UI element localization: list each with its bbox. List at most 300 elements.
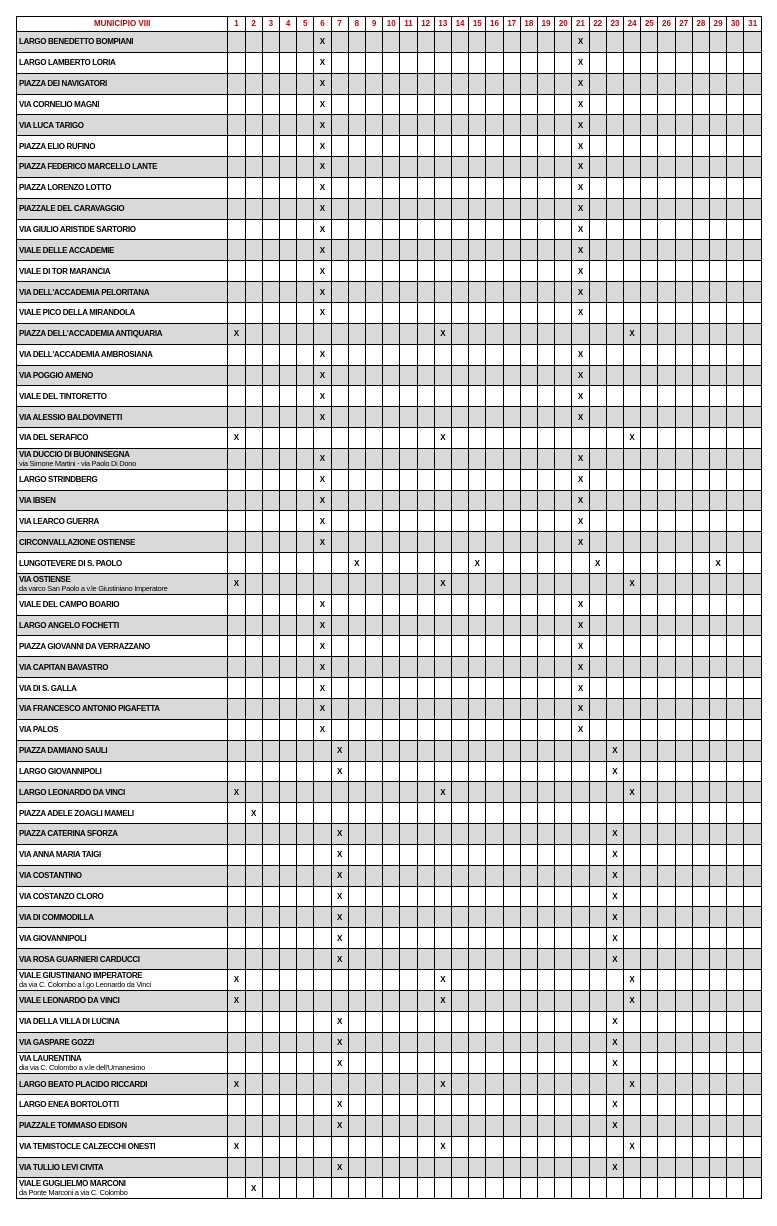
day-cell: [641, 824, 658, 845]
day-cell: [228, 1095, 245, 1116]
day-cell: [503, 907, 520, 928]
street-name-cell: [17, 740, 228, 761]
day-cell: [555, 761, 572, 782]
day-cell: [606, 157, 623, 178]
day-cell: [744, 94, 762, 115]
day-cell: [744, 219, 762, 240]
day-cell: [589, 240, 606, 261]
day-cell: [297, 32, 314, 53]
day-cell: [537, 490, 554, 511]
day-cell: [589, 115, 606, 136]
day-cell: [710, 782, 727, 803]
day-cell: [417, 1095, 434, 1116]
scheduled-mark: X: [572, 282, 589, 303]
day-cell: [537, 428, 554, 449]
day-cell: [348, 32, 365, 53]
table-row: [17, 1053, 762, 1074]
day-cell: [606, 1178, 623, 1199]
day-cell: [624, 240, 641, 261]
scheduled-mark: X: [572, 136, 589, 157]
day-cell: [692, 511, 709, 532]
scheduled-mark: X: [624, 573, 641, 594]
street-name: VIA ANNA MARIA TAIGI: [19, 850, 101, 860]
day-cell: [469, 511, 486, 532]
day-cell: [692, 844, 709, 865]
day-cell: [537, 1115, 554, 1136]
day-cell: [503, 990, 520, 1011]
day-cell: [658, 573, 675, 594]
day-cell: [348, 740, 365, 761]
day-cell: [641, 969, 658, 990]
day-cell: [228, 198, 245, 219]
day-cell: [400, 198, 417, 219]
day-cell: [400, 240, 417, 261]
day-cell: [469, 740, 486, 761]
day-cell: [331, 615, 348, 636]
day-cell: [451, 1136, 468, 1157]
day-cell: [710, 719, 727, 740]
scheduled-mark: X: [589, 553, 606, 574]
street-name: PIAZZA DELL'ACCADEMIA ANTIQUARIA: [19, 329, 163, 339]
street-name-cell: [17, 1136, 228, 1157]
day-cell: [245, 323, 262, 344]
day-cell: [486, 52, 503, 73]
day-cell: [417, 52, 434, 73]
day-cell: [383, 761, 400, 782]
day-cell: [641, 323, 658, 344]
day-cell: [624, 1095, 641, 1116]
day-cell: [365, 73, 382, 94]
day-cell: [434, 844, 451, 865]
day-cell: [744, 469, 762, 490]
day-cell: [451, 511, 468, 532]
day-cell: [451, 282, 468, 303]
day-cell: [434, 73, 451, 94]
day-cell: [279, 407, 296, 428]
day-cell: [675, 740, 692, 761]
day-cell: [245, 636, 262, 657]
day-cell: [727, 719, 744, 740]
day-cell: [228, 678, 245, 699]
day-cell: [486, 782, 503, 803]
day-cell: [314, 761, 331, 782]
day-cell: [486, 490, 503, 511]
day-cell: [365, 198, 382, 219]
day-cell: [279, 1115, 296, 1136]
day-cell: [348, 469, 365, 490]
day-cell: [624, 52, 641, 73]
scheduled-mark: X: [606, 949, 623, 970]
day-cell: [744, 824, 762, 845]
day-cell: [262, 532, 279, 553]
scheduled-mark: X: [572, 115, 589, 136]
day-cell: [520, 73, 537, 94]
table-row: [17, 928, 762, 949]
day-cell: [383, 990, 400, 1011]
day-cell: [520, 511, 537, 532]
day-cell: [348, 323, 365, 344]
day-cell: [279, 1178, 296, 1199]
day-cell: [555, 573, 572, 594]
street-name-cell: [17, 302, 228, 323]
day-cell: [572, 844, 589, 865]
day-cell: [658, 1095, 675, 1116]
day-cell: [727, 1095, 744, 1116]
day-cell: [537, 865, 554, 886]
day-cell: [606, 73, 623, 94]
day-cell: [262, 157, 279, 178]
day-cell: [434, 448, 451, 469]
day-cell: [469, 428, 486, 449]
day-cell: [692, 1157, 709, 1178]
street-name: VIA GIOVANNIPOLI: [19, 933, 87, 943]
day-cell: [520, 219, 537, 240]
day-cell: [469, 1053, 486, 1074]
day-cell: [675, 949, 692, 970]
day-cell: [675, 469, 692, 490]
day-cell: [675, 261, 692, 282]
day-cell: [365, 990, 382, 1011]
day-cell: [641, 94, 658, 115]
day-cell: [727, 428, 744, 449]
day-cell: [262, 1136, 279, 1157]
day-cell: [297, 865, 314, 886]
day-cell: [692, 282, 709, 303]
day-cell: [537, 1178, 554, 1199]
street-name: VIA GIULIO ARISTIDE SARTORIO: [19, 225, 136, 235]
day-cell: [348, 407, 365, 428]
scheduled-mark: X: [228, 1074, 245, 1095]
street-name-cell: [17, 969, 228, 990]
day-cell: [451, 678, 468, 699]
day-cell: [727, 52, 744, 73]
day-cell: [606, 657, 623, 678]
day-cell: [555, 177, 572, 198]
day-cell: [434, 52, 451, 73]
day-cell: [279, 844, 296, 865]
day-cell: [710, 490, 727, 511]
day-cell: [417, 678, 434, 699]
scheduled-mark: X: [228, 990, 245, 1011]
day-cell: [348, 719, 365, 740]
day-cell: [245, 594, 262, 615]
day-cell: [486, 699, 503, 720]
table-row: [17, 94, 762, 115]
day-cell: [572, 1011, 589, 1032]
day-cell: [727, 511, 744, 532]
scheduled-mark: X: [314, 344, 331, 365]
day-cell: [279, 302, 296, 323]
street-name-cell: [17, 177, 228, 198]
street-name: VIALE PICO DELLA MIRANDOLA: [19, 308, 135, 318]
street-name: VIALE LEONARDO DA VINCI: [19, 996, 120, 1006]
day-cell: [314, 886, 331, 907]
day-cell: [503, 94, 520, 115]
day-cell: [469, 386, 486, 407]
day-cell: [279, 94, 296, 115]
day-cell: [589, 761, 606, 782]
day-cell: [520, 636, 537, 657]
day-cell: [417, 94, 434, 115]
day-cell: [469, 907, 486, 928]
day-cell: [228, 157, 245, 178]
day-cell: [331, 428, 348, 449]
day-cell: [520, 969, 537, 990]
day-cell: [692, 699, 709, 720]
day-cell: [727, 1157, 744, 1178]
day-cell: [297, 94, 314, 115]
day-cell: [641, 949, 658, 970]
day-cell: [383, 1115, 400, 1136]
day-cell: [710, 594, 727, 615]
day-cell: [262, 198, 279, 219]
day-cell: [417, 969, 434, 990]
day-cell: [245, 448, 262, 469]
day-cell: [365, 469, 382, 490]
day-cell: [658, 344, 675, 365]
day-cell: [331, 198, 348, 219]
scheduled-mark: X: [606, 824, 623, 845]
day-cell: [727, 657, 744, 678]
day-cell: [451, 928, 468, 949]
day-cell: [451, 1053, 468, 1074]
day-cell: [417, 177, 434, 198]
day-cell: [348, 865, 365, 886]
day-cell: [314, 969, 331, 990]
day-cell: [589, 1074, 606, 1095]
day-cell: [692, 615, 709, 636]
day-cell: [279, 1157, 296, 1178]
day-cell: [675, 844, 692, 865]
day-cell: [641, 886, 658, 907]
day-cell: [417, 490, 434, 511]
day-cell: [331, 344, 348, 365]
day-cell: [727, 177, 744, 198]
day-cell: [658, 261, 675, 282]
street-name-cell: [17, 511, 228, 532]
day-cell: [710, 573, 727, 594]
day-cell: [451, 32, 468, 53]
day-cell: [589, 928, 606, 949]
day-cell: [537, 469, 554, 490]
day-cell: [486, 32, 503, 53]
day-cell: [624, 594, 641, 615]
day-cell: [245, 115, 262, 136]
day-cell: [675, 157, 692, 178]
day-cell: [314, 553, 331, 574]
day-cell: [451, 886, 468, 907]
table-row: [17, 719, 762, 740]
day-cell: [641, 1115, 658, 1136]
day-cell: [331, 719, 348, 740]
day-cell: [400, 448, 417, 469]
day-cell: [417, 1032, 434, 1053]
day-cell: [658, 636, 675, 657]
day-cell: [537, 1011, 554, 1032]
day-cell: [606, 52, 623, 73]
day-cell: [555, 407, 572, 428]
day-cell: [537, 52, 554, 73]
day-cell: [400, 1136, 417, 1157]
day-cell: [589, 699, 606, 720]
day-cell: [692, 782, 709, 803]
scheduled-mark: X: [314, 490, 331, 511]
table-row: [17, 740, 762, 761]
day-cell: [400, 261, 417, 282]
day-header: 20: [555, 17, 572, 32]
day-cell: [245, 1136, 262, 1157]
day-cell: [486, 1095, 503, 1116]
day-cell: [641, 740, 658, 761]
scheduled-mark: X: [572, 594, 589, 615]
day-cell: [348, 198, 365, 219]
day-cell: [417, 157, 434, 178]
day-cell: [727, 782, 744, 803]
day-header: 21: [572, 17, 589, 32]
day-cell: [555, 907, 572, 928]
day-cell: [297, 636, 314, 657]
day-cell: [572, 803, 589, 824]
day-cell: [606, 1074, 623, 1095]
day-cell: [727, 1136, 744, 1157]
day-cell: [727, 990, 744, 1011]
day-cell: [383, 219, 400, 240]
day-header: 4: [279, 17, 296, 32]
day-cell: [383, 490, 400, 511]
day-cell: [279, 865, 296, 886]
table-row: [17, 761, 762, 782]
day-cell: [279, 928, 296, 949]
day-cell: [710, 886, 727, 907]
day-cell: [245, 240, 262, 261]
scheduled-mark: X: [606, 865, 623, 886]
day-cell: [245, 824, 262, 845]
day-cell: [675, 344, 692, 365]
day-cell: [400, 949, 417, 970]
scheduled-mark: X: [434, 990, 451, 1011]
day-cell: [692, 1115, 709, 1136]
day-cell: [675, 1115, 692, 1136]
day-cell: [297, 719, 314, 740]
day-cell: [365, 302, 382, 323]
day-cell: [314, 782, 331, 803]
day-cell: [383, 678, 400, 699]
day-cell: [692, 1032, 709, 1053]
day-cell: [520, 1011, 537, 1032]
day-cell: [400, 594, 417, 615]
day-cell: [297, 990, 314, 1011]
day-cell: [245, 73, 262, 94]
scheduled-mark: X: [572, 490, 589, 511]
street-name: VIA DELL'ACCADEMIA PELORITANA: [19, 287, 150, 297]
day-cell: [606, 240, 623, 261]
day-cell: [520, 323, 537, 344]
scheduled-mark: X: [572, 615, 589, 636]
day-cell: [297, 678, 314, 699]
day-cell: [469, 636, 486, 657]
scheduled-mark: X: [434, 1074, 451, 1095]
day-cell: [469, 1136, 486, 1157]
day-header: 10: [383, 17, 400, 32]
day-cell: [555, 1136, 572, 1157]
street-name-cell: [17, 594, 228, 615]
day-cell: [400, 32, 417, 53]
day-cell: [314, 323, 331, 344]
day-cell: [331, 594, 348, 615]
scheduled-mark: X: [606, 1157, 623, 1178]
day-cell: [400, 1115, 417, 1136]
street-name-cell: [17, 865, 228, 886]
day-cell: [279, 1032, 296, 1053]
day-cell: [606, 636, 623, 657]
street-name-cell: [17, 1095, 228, 1116]
day-cell: [228, 1053, 245, 1074]
day-cell: [469, 865, 486, 886]
day-cell: [297, 115, 314, 136]
day-cell: [555, 1115, 572, 1136]
day-cell: [744, 1136, 762, 1157]
street-name-cell: [17, 803, 228, 824]
day-cell: [486, 740, 503, 761]
day-cell: [727, 907, 744, 928]
day-cell: [365, 240, 382, 261]
street-name: VIA DEL SERAFICO: [19, 433, 89, 443]
table-row: [17, 990, 762, 1011]
day-cell: [417, 323, 434, 344]
day-cell: [297, 928, 314, 949]
day-cell: [692, 594, 709, 615]
day-cell: [537, 219, 554, 240]
day-cell: [469, 803, 486, 824]
day-cell: [348, 52, 365, 73]
day-cell: [744, 657, 762, 678]
table-row: [17, 52, 762, 73]
day-cell: [314, 824, 331, 845]
day-cell: [606, 803, 623, 824]
scheduled-mark: X: [624, 428, 641, 449]
day-cell: [365, 1136, 382, 1157]
day-cell: [727, 1011, 744, 1032]
day-cell: [417, 32, 434, 53]
day-cell: [589, 740, 606, 761]
day-cell: [262, 865, 279, 886]
day-cell: [383, 636, 400, 657]
day-cell: [383, 824, 400, 845]
day-cell: [537, 699, 554, 720]
day-cell: [624, 219, 641, 240]
day-cell: [279, 532, 296, 553]
day-cell: [641, 990, 658, 1011]
day-cell: [383, 428, 400, 449]
day-cell: [417, 699, 434, 720]
day-cell: [297, 302, 314, 323]
day-cell: [555, 803, 572, 824]
day-cell: [727, 803, 744, 824]
day-cell: [692, 386, 709, 407]
day-cell: [486, 407, 503, 428]
day-cell: [383, 865, 400, 886]
street-name-cell: [17, 1178, 228, 1199]
day-cell: [228, 73, 245, 94]
day-cell: [675, 52, 692, 73]
day-cell: [692, 990, 709, 1011]
day-cell: [400, 490, 417, 511]
scheduled-mark: X: [572, 94, 589, 115]
day-cell: [692, 177, 709, 198]
day-cell: [710, 699, 727, 720]
day-cell: [606, 719, 623, 740]
table-row: [17, 32, 762, 53]
